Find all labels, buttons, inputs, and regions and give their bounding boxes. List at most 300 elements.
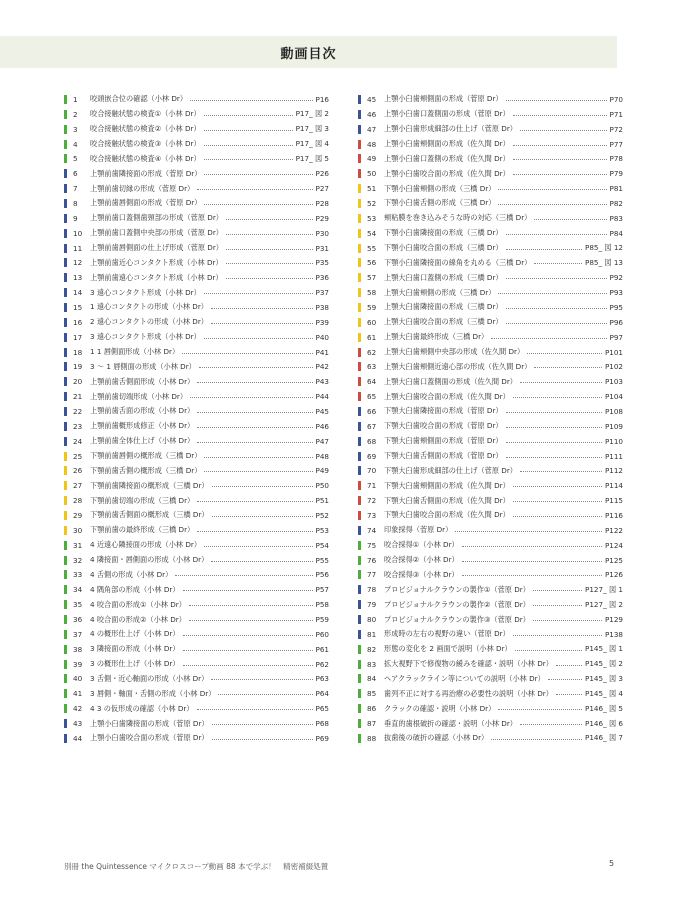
toc-entry[interactable] xyxy=(358,716,623,731)
entry-page: P71 xyxy=(609,109,623,119)
toc-entry[interactable] xyxy=(64,478,329,493)
entry-page: P50 xyxy=(315,481,329,491)
toc-entry[interactable] xyxy=(358,478,623,493)
entry-number: 4 xyxy=(73,139,78,149)
dot-leader xyxy=(204,144,293,146)
dot-leader xyxy=(513,515,602,517)
entry-number: 58 xyxy=(367,288,377,298)
entry-page: P145_ 図 1 xyxy=(585,644,623,654)
entry-page: P126 xyxy=(604,570,623,580)
entry-page: P85_ 図 13 xyxy=(585,257,623,267)
entry-number: 30 xyxy=(73,525,83,535)
toc-entry[interactable] xyxy=(64,597,329,612)
entry-title: 上顎大臼歯頬側中央部の形成（佐久間 Dr） xyxy=(384,347,525,357)
dot-leader xyxy=(183,649,313,651)
entry-page: P63 xyxy=(315,674,329,684)
dot-leader xyxy=(197,500,312,502)
toc-entry[interactable] xyxy=(64,196,329,211)
entry-page: P97 xyxy=(609,332,623,342)
toc-entry[interactable] xyxy=(64,493,329,508)
entry-title: 4 の概形仕上げ（小林 Dr） xyxy=(90,629,180,639)
entry-number: 52 xyxy=(367,198,377,208)
toc-entry[interactable] xyxy=(358,731,623,746)
toc-entry[interactable] xyxy=(64,449,329,464)
toc-entry[interactable] xyxy=(64,181,329,196)
color-marker xyxy=(64,511,67,520)
entry-number: 6 xyxy=(73,169,78,179)
entry-number: 3 xyxy=(73,124,78,134)
entry-number: 23 xyxy=(73,421,83,431)
entry-title: 4 3 の仮形成の確認（小林 Dr） xyxy=(90,703,194,713)
entry-title: 下顎大臼歯頬側面の形成（佐久間 Dr） xyxy=(384,480,510,490)
color-marker xyxy=(64,556,67,565)
toc-entry[interactable] xyxy=(64,568,329,583)
toc-entry[interactable] xyxy=(64,226,329,241)
entry-title: 4 隣接面・唇側面の形成（小林 Dr） xyxy=(90,555,209,565)
color-marker xyxy=(358,556,361,565)
entry-page: P45 xyxy=(315,406,329,416)
entry-number: 10 xyxy=(73,228,83,238)
toc-entry[interactable] xyxy=(64,538,329,553)
entry-page: P27 xyxy=(315,184,329,194)
entry-page: P146_ 図 5 xyxy=(585,703,623,713)
color-marker xyxy=(358,125,361,134)
dot-leader xyxy=(498,188,606,190)
toc-entry[interactable] xyxy=(358,523,623,538)
entry-title: 3 の概形仕上げ（小林 Dr） xyxy=(90,659,180,669)
entry-title: 上顎大臼歯頬側近遠心部の形成（佐久間 Dr） xyxy=(384,361,532,371)
entry-title: 咬合接触状態の検査③（小林 Dr） xyxy=(90,139,201,148)
entry-number: 29 xyxy=(73,510,83,520)
entry-title: 4 隅角部の形成（小林 Dr） xyxy=(90,584,180,594)
toc-entry[interactable] xyxy=(64,716,329,731)
toc-entry[interactable] xyxy=(358,226,623,241)
entry-title: 1 1 唇側面形成（小林 Dr） xyxy=(90,347,180,357)
toc-entry[interactable] xyxy=(64,92,329,107)
entry-number: 65 xyxy=(367,392,377,402)
entry-number: 55 xyxy=(367,243,377,253)
entry-page: P78 xyxy=(609,154,623,164)
dot-leader xyxy=(183,664,313,666)
toc-entry[interactable] xyxy=(64,642,329,657)
color-marker xyxy=(358,244,361,253)
toc-entry[interactable] xyxy=(64,330,329,345)
toc-entry[interactable] xyxy=(358,330,623,345)
color-marker xyxy=(64,244,67,253)
color-marker xyxy=(64,630,67,639)
entry-number: 21 xyxy=(73,392,83,402)
toc-entry[interactable] xyxy=(64,345,329,360)
toc-entry[interactable] xyxy=(358,553,623,568)
dot-leader xyxy=(513,500,602,502)
toc-entry[interactable] xyxy=(64,672,329,687)
entry-number: 17 xyxy=(73,332,83,342)
color-marker xyxy=(358,348,361,357)
toc-entry[interactable] xyxy=(358,538,623,553)
color-marker xyxy=(64,140,67,149)
entry-title: 形成時の左右の視野の違い（菅原 Dr） xyxy=(384,629,510,639)
dot-leader xyxy=(204,292,313,294)
color-marker xyxy=(64,704,67,713)
entry-number: 60 xyxy=(367,317,377,327)
toc-entry[interactable] xyxy=(64,582,329,597)
toc-entry[interactable] xyxy=(358,568,623,583)
toc-entry[interactable] xyxy=(358,166,623,181)
dot-leader xyxy=(226,262,313,264)
entry-title: 下顎大臼歯咬合面の形成（佐久間 Dr） xyxy=(384,510,510,520)
entry-page: P43 xyxy=(315,377,329,387)
color-marker xyxy=(358,526,361,535)
color-marker xyxy=(358,362,361,371)
entry-page: P54 xyxy=(315,540,329,550)
toc-entry[interactable] xyxy=(358,345,623,360)
entry-page: P31 xyxy=(315,243,329,253)
color-marker xyxy=(358,169,361,178)
entry-title: プロビジョナルクラウンの製作③（菅原 Dr） xyxy=(384,614,530,624)
entry-title: 上顎前歯隣接面の形成（菅原 Dr） xyxy=(90,168,202,178)
entry-page: P61 xyxy=(315,644,329,654)
toc-entry[interactable] xyxy=(64,151,329,166)
entry-page: P108 xyxy=(604,406,623,416)
color-marker xyxy=(64,719,67,728)
toc-entry[interactable] xyxy=(64,374,329,389)
entry-title: 上顎大臼歯口蓋側面の形成（佐久間 Dr） xyxy=(384,376,517,386)
entry-number: 76 xyxy=(367,555,377,565)
entry-page: P70 xyxy=(609,94,623,104)
color-marker xyxy=(64,734,67,743)
entry-number: 7 xyxy=(73,184,78,194)
color-marker xyxy=(64,660,67,669)
toc-entry[interactable] xyxy=(64,508,329,523)
entry-title: 形態の変化を 2 画面で説明（小林 Dr） xyxy=(384,644,512,654)
entry-title: 下顎小臼歯隣接面の形成（三橋 Dr） xyxy=(384,228,503,238)
toc-entry[interactable] xyxy=(358,255,623,270)
toc-entry[interactable] xyxy=(358,122,623,137)
dot-leader xyxy=(506,322,607,324)
dot-leader xyxy=(520,723,582,725)
color-marker xyxy=(358,422,361,431)
entry-page: P29 xyxy=(315,213,329,223)
color-marker xyxy=(358,154,361,163)
dot-leader xyxy=(197,530,312,532)
entry-title: 咬頭嵌合位の確認（小林 Dr） xyxy=(90,94,188,104)
entry-title: 下顎大臼歯舌側面の形成（佐久間 Dr） xyxy=(384,495,510,505)
color-marker xyxy=(358,615,361,624)
entry-number: 63 xyxy=(367,362,377,372)
entry-title: 3 ～ 1 唇側面の形成（小林 Dr） xyxy=(90,361,196,371)
entry-title: 下顎小臼歯頬側の形成（三橋 Dr） xyxy=(384,183,496,193)
toc-entry[interactable] xyxy=(358,270,623,285)
entry-page: P51 xyxy=(315,496,329,506)
entry-title: 下顎小臼歯隣接面の線角を丸める（三橋 Dr） xyxy=(384,257,532,267)
dot-leader xyxy=(513,396,602,398)
toc-entry[interactable] xyxy=(358,657,623,672)
toc-entry[interactable] xyxy=(358,241,623,256)
dot-leader xyxy=(506,426,602,428)
entry-page: P68 xyxy=(315,719,329,729)
entry-page: P42 xyxy=(315,362,329,372)
entry-title: 下顎大臼歯頬側面の形成（菅原 Dr） xyxy=(384,436,503,446)
entry-page: P95 xyxy=(609,302,623,312)
entry-title: 4 舌側の形成（小林 Dr） xyxy=(90,569,173,579)
entry-number: 62 xyxy=(367,347,377,357)
dot-leader xyxy=(204,158,293,160)
entry-title: 上顎前歯唇側面の仕上げ形成（菅原 Dr） xyxy=(90,243,223,253)
entry-title: 1 遠心コンタクトの形成（小林 Dr） xyxy=(90,302,208,312)
toc-entry[interactable] xyxy=(358,196,623,211)
toc-entry[interactable] xyxy=(358,612,623,627)
toc-entry[interactable] xyxy=(64,137,329,152)
entry-number: 84 xyxy=(367,674,377,684)
dot-leader xyxy=(190,99,312,101)
toc-entry[interactable] xyxy=(64,434,329,449)
entry-title: 上顎大臼歯頬側の形成（三橋 Dr） xyxy=(384,287,496,297)
toc-entry[interactable] xyxy=(358,389,623,404)
dot-leader xyxy=(527,352,602,354)
toc-entry[interactable] xyxy=(64,300,329,315)
entry-page: P146_ 図 7 xyxy=(585,733,623,743)
toc-entry[interactable] xyxy=(64,122,329,137)
entry-page: P129 xyxy=(604,615,623,624)
dot-leader xyxy=(212,738,313,740)
toc-entry[interactable] xyxy=(358,137,623,152)
toc-entry[interactable] xyxy=(64,553,329,568)
dot-leader xyxy=(515,649,582,651)
toc-entry[interactable] xyxy=(358,211,623,226)
dot-leader xyxy=(513,114,607,116)
entry-title: 上顎前歯舌面の形成（小林 Dr） xyxy=(90,406,195,416)
color-marker xyxy=(358,689,361,698)
entry-number: 49 xyxy=(367,154,377,164)
toc-entry[interactable] xyxy=(64,389,329,404)
color-marker xyxy=(64,333,67,342)
entry-page: P79 xyxy=(609,169,623,179)
entry-number: 39 xyxy=(73,659,83,669)
entry-page: P145_ 図 2 xyxy=(585,659,623,669)
entry-number: 5 xyxy=(73,154,78,164)
entry-title: 上顎小臼歯形成細部の仕上げ（菅原 Dr） xyxy=(384,124,517,134)
entry-title: 上顎小臼歯口蓋側の形成（佐久間 Dr） xyxy=(384,153,510,163)
toc-entry[interactable] xyxy=(358,107,623,122)
toc-entry[interactable] xyxy=(358,434,623,449)
entry-number: 16 xyxy=(73,317,83,327)
toc-entry[interactable] xyxy=(64,419,329,434)
entry-number: 85 xyxy=(367,689,377,699)
dot-leader xyxy=(506,277,607,279)
toc-entry[interactable] xyxy=(358,449,623,464)
color-marker xyxy=(358,303,361,312)
dot-leader xyxy=(513,173,607,175)
toc-entry[interactable] xyxy=(64,359,329,374)
toc-entry[interactable] xyxy=(64,270,329,285)
dot-leader xyxy=(199,366,313,368)
toc-column-right xyxy=(358,92,623,746)
toc-entry[interactable] xyxy=(64,627,329,642)
toc-entry[interactable] xyxy=(64,612,329,627)
color-marker xyxy=(358,660,361,669)
entry-page: P30 xyxy=(315,228,329,238)
entry-title: 下顎大臼歯形成細部の仕上げ（菅原 Dr） xyxy=(384,465,517,475)
dot-leader xyxy=(520,129,607,131)
entry-page: P58 xyxy=(315,600,329,610)
entry-title: 下顎前歯隣接面の概形成（三橋 Dr） xyxy=(90,480,209,490)
dot-leader xyxy=(506,99,607,101)
color-marker xyxy=(64,348,67,357)
color-marker xyxy=(64,214,67,223)
toc-entry[interactable] xyxy=(358,597,623,612)
entry-title: 下顎前歯舌側の概形成（三橋 Dr） xyxy=(90,465,202,475)
entry-page: P40 xyxy=(315,332,329,342)
entry-number: 87 xyxy=(367,719,377,729)
color-marker xyxy=(64,466,67,475)
toc-entry[interactable] xyxy=(64,166,329,181)
color-marker xyxy=(358,734,361,743)
toc-entry[interactable] xyxy=(358,701,623,716)
entry-title: 抜歯後の破折の確認（小林 Dr） xyxy=(384,733,489,743)
color-marker xyxy=(64,169,67,178)
entry-title: 上顎前歯唇側面の形成（菅原 Dr） xyxy=(90,198,202,208)
toc-entry[interactable] xyxy=(358,493,623,508)
toc-entry[interactable] xyxy=(64,404,329,419)
toc-entry[interactable] xyxy=(64,731,329,746)
toc-entry[interactable] xyxy=(64,107,329,122)
toc-entry[interactable] xyxy=(358,642,623,657)
toc-entry[interactable] xyxy=(358,285,623,300)
entry-title: 下顎前歯の最終形成（三橋 Dr） xyxy=(90,525,195,535)
entry-number: 77 xyxy=(367,570,377,580)
dot-leader xyxy=(211,678,312,680)
toc-entry[interactable] xyxy=(64,241,329,256)
entry-number: 48 xyxy=(367,139,377,149)
dot-leader xyxy=(513,158,607,160)
dot-leader xyxy=(175,574,312,576)
color-marker xyxy=(358,541,361,550)
entry-number: 88 xyxy=(367,733,377,743)
dot-leader xyxy=(506,456,602,458)
entry-page: P36 xyxy=(315,273,329,283)
entry-page: P125 xyxy=(604,555,623,565)
toc-entry[interactable] xyxy=(358,359,623,374)
toc-entry[interactable] xyxy=(64,285,329,300)
dot-leader xyxy=(189,604,313,606)
entry-title: ヘアクラックライン等についての説明（小林 Dr） xyxy=(384,673,545,683)
color-marker xyxy=(64,362,67,371)
dot-leader xyxy=(226,277,313,279)
toc-entry[interactable] xyxy=(358,404,623,419)
entry-page: P46 xyxy=(315,421,329,431)
entry-page: P55 xyxy=(315,555,329,565)
toc-entry[interactable] xyxy=(64,463,329,478)
toc-entry[interactable] xyxy=(358,686,623,701)
dot-leader xyxy=(197,381,312,383)
toc-entry[interactable] xyxy=(358,92,623,107)
color-marker xyxy=(64,452,67,461)
entry-page: P62 xyxy=(315,659,329,669)
toc-entry[interactable] xyxy=(64,686,329,701)
entry-title: 咬合接触状態の検査①（小林 Dr） xyxy=(90,109,201,119)
dot-leader xyxy=(197,426,312,428)
toc-entry[interactable] xyxy=(64,315,329,330)
toc-entry[interactable] xyxy=(64,523,329,538)
entry-page: P28 xyxy=(315,198,329,208)
entry-page: P116 xyxy=(604,510,623,520)
dot-leader xyxy=(212,485,313,487)
color-marker xyxy=(64,600,67,609)
entry-title: 3 舌側・近心軸面の形成（小林 Dr） xyxy=(90,673,209,683)
toc-entry[interactable] xyxy=(64,701,329,716)
entry-page: P44 xyxy=(315,392,329,402)
toc-entry[interactable] xyxy=(358,419,623,434)
toc-entry[interactable] xyxy=(358,181,623,196)
entry-page: P85_ 図 12 xyxy=(585,243,623,253)
dot-leader xyxy=(506,411,602,413)
toc-entry[interactable] xyxy=(358,582,623,597)
entry-number: 26 xyxy=(73,466,83,476)
toc-entry[interactable] xyxy=(358,300,623,315)
entry-number: 82 xyxy=(367,644,377,654)
page-number: 5 xyxy=(609,859,615,868)
entry-number: 11 xyxy=(73,243,83,253)
entry-number: 45 xyxy=(367,94,377,104)
entry-number: 8 xyxy=(73,198,78,208)
entry-page: P41 xyxy=(315,347,329,357)
entry-number: 19 xyxy=(73,362,83,372)
color-marker xyxy=(358,288,361,297)
toc-entry[interactable] xyxy=(64,657,329,672)
dot-leader xyxy=(204,203,312,205)
entry-title: 上顎小臼歯隣接面の形成（菅原 Dr） xyxy=(90,718,209,728)
color-marker xyxy=(358,437,361,446)
dot-leader xyxy=(197,441,312,443)
toc-entry[interactable] xyxy=(358,508,623,523)
dot-leader xyxy=(533,589,582,591)
entry-title: 下顎小臼歯舌側の形成（三橋 Dr） xyxy=(384,198,496,208)
toc-entry[interactable] xyxy=(358,672,623,687)
toc-entry[interactable] xyxy=(64,211,329,226)
entry-number: 14 xyxy=(73,288,83,298)
entry-number: 50 xyxy=(367,169,377,179)
toc-entry[interactable] xyxy=(358,151,623,166)
toc-entry[interactable] xyxy=(358,627,623,642)
entry-page: P127_ 図 2 xyxy=(585,599,623,609)
dot-leader xyxy=(534,262,582,264)
dot-leader xyxy=(513,485,602,487)
entry-page: P146_ 図 6 xyxy=(585,718,623,728)
toc-entry[interactable] xyxy=(358,374,623,389)
color-marker xyxy=(358,392,361,401)
color-marker xyxy=(358,481,361,490)
color-marker xyxy=(64,229,67,238)
entry-page: P57 xyxy=(315,585,329,595)
dot-leader xyxy=(498,203,606,205)
entry-title: 上顎小臼歯咬合面の形成（佐久間 Dr） xyxy=(384,168,510,178)
entry-number: 25 xyxy=(73,451,83,461)
entry-title: 上顎小臼歯頬側面の形成（佐久間 Dr） xyxy=(384,139,510,148)
toc-column-left xyxy=(64,92,329,746)
color-marker xyxy=(64,585,67,594)
toc-entry[interactable] xyxy=(64,255,329,270)
entry-title: 上顎前歯口蓋側中央部の形成（菅原 Dr） xyxy=(90,228,223,238)
toc-entry[interactable] xyxy=(358,463,623,478)
color-marker xyxy=(64,273,67,282)
entry-page: P138 xyxy=(604,629,623,639)
toc-entry[interactable] xyxy=(358,315,623,330)
entry-number: 46 xyxy=(367,109,377,119)
entry-page: P17_ 図 5 xyxy=(295,153,329,163)
color-marker xyxy=(64,674,67,683)
dot-leader xyxy=(226,248,313,250)
entry-number: 9 xyxy=(73,213,78,223)
